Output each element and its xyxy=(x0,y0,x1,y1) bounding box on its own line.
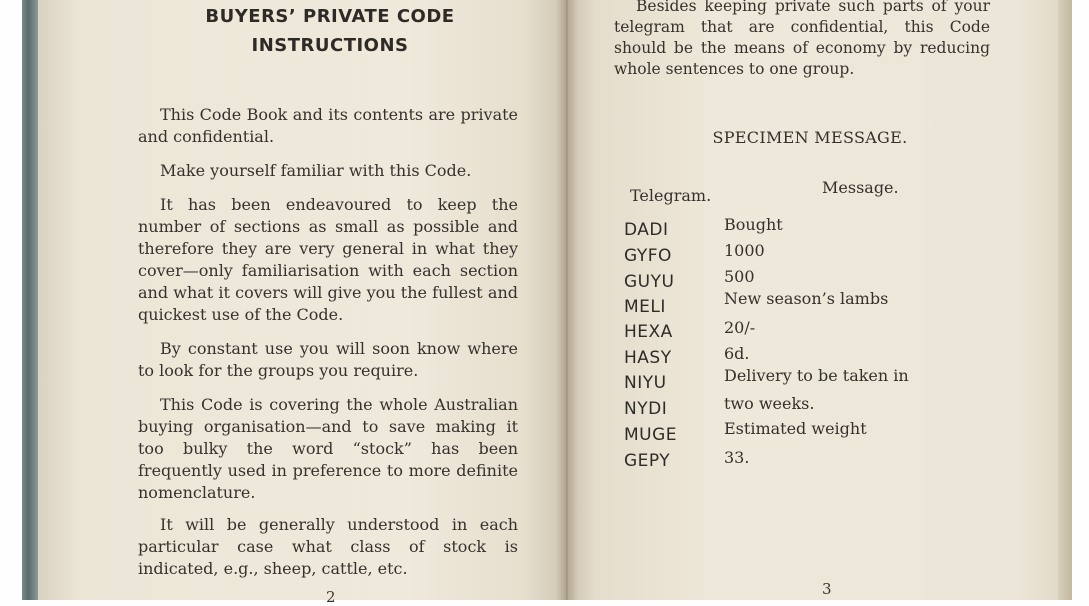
message-text: 1000 xyxy=(724,241,765,260)
telegram-code: MELI xyxy=(624,297,666,317)
cover-edge xyxy=(22,0,38,600)
message-text: New season’s lambs xyxy=(724,289,889,308)
book-gutter xyxy=(556,0,578,600)
specimen-title: SPECIMEN MESSAGE. xyxy=(712,128,908,147)
paragraph xyxy=(138,104,518,148)
intro-paragraph xyxy=(614,0,990,80)
message-text: two weeks. xyxy=(724,394,815,413)
paragraph-text: By constant use you will soon know where to look for the groups you require. xyxy=(138,339,518,380)
telegram-code: NYDI xyxy=(624,399,668,419)
paragraph xyxy=(138,160,518,182)
telegram-code: HASY xyxy=(624,348,672,368)
paragraph xyxy=(138,338,518,382)
message-text: Estimated weight xyxy=(724,419,867,438)
paragraph-text: This Code is covering the whole Australian buying organisation—and to save making it too bulky the word “stock” has been frequently used in preference to more definite nomenclature. xyxy=(138,395,518,502)
paragraph-text: It has been endeavoured to keep the number of sections as small as possible and therefore they are very general in what they cover—only familiarisation with each section and what it covers will give you the fullest and quickest use of the Code. xyxy=(138,195,518,324)
telegram-code: HEXA xyxy=(624,322,673,342)
message-text: Delivery to be taken in xyxy=(724,366,909,385)
paragraph xyxy=(138,514,518,580)
telegram-code: MUGE xyxy=(624,425,678,445)
paragraph-text: It will be generally understood in each particular case what class of stock is indicated, e.g., sheep, cattle, etc. xyxy=(138,515,518,578)
heading-line: BUYERS’ PRIVATE CODE xyxy=(205,6,455,27)
page-heading xyxy=(140,2,520,60)
telegram-code: GEPY xyxy=(624,451,671,471)
telegram-code: GUYU xyxy=(624,272,675,292)
column-header-message: Message. xyxy=(822,178,899,197)
message-text: Bought xyxy=(724,215,783,234)
message-text: 20/- xyxy=(724,318,756,337)
paragraph xyxy=(138,394,518,504)
page-number: 2 xyxy=(326,588,336,606)
message-text: 6d. xyxy=(724,344,750,363)
paragraph-text: Besides keeping private such parts of your telegram that are confidential, this Code should be the means of economy by reducing whole sentences to one group. xyxy=(614,0,990,78)
telegram-code: DADI xyxy=(624,220,669,240)
paragraph-text: Make yourself familiar with this Code. xyxy=(160,161,472,180)
telegram-code: GYFO xyxy=(624,246,672,266)
column-header-telegram: Telegram. xyxy=(630,186,712,205)
page-edge xyxy=(1058,0,1072,600)
message-text: 500 xyxy=(724,267,755,286)
paragraph-text: This Code Book and its contents are private and confidential. xyxy=(138,105,518,146)
paragraph xyxy=(138,194,518,326)
message-text: 33. xyxy=(724,448,750,467)
heading-line: INSTRUCTIONS xyxy=(251,35,409,56)
telegram-code: NIYU xyxy=(624,373,667,393)
page-number: 3 xyxy=(822,580,832,598)
